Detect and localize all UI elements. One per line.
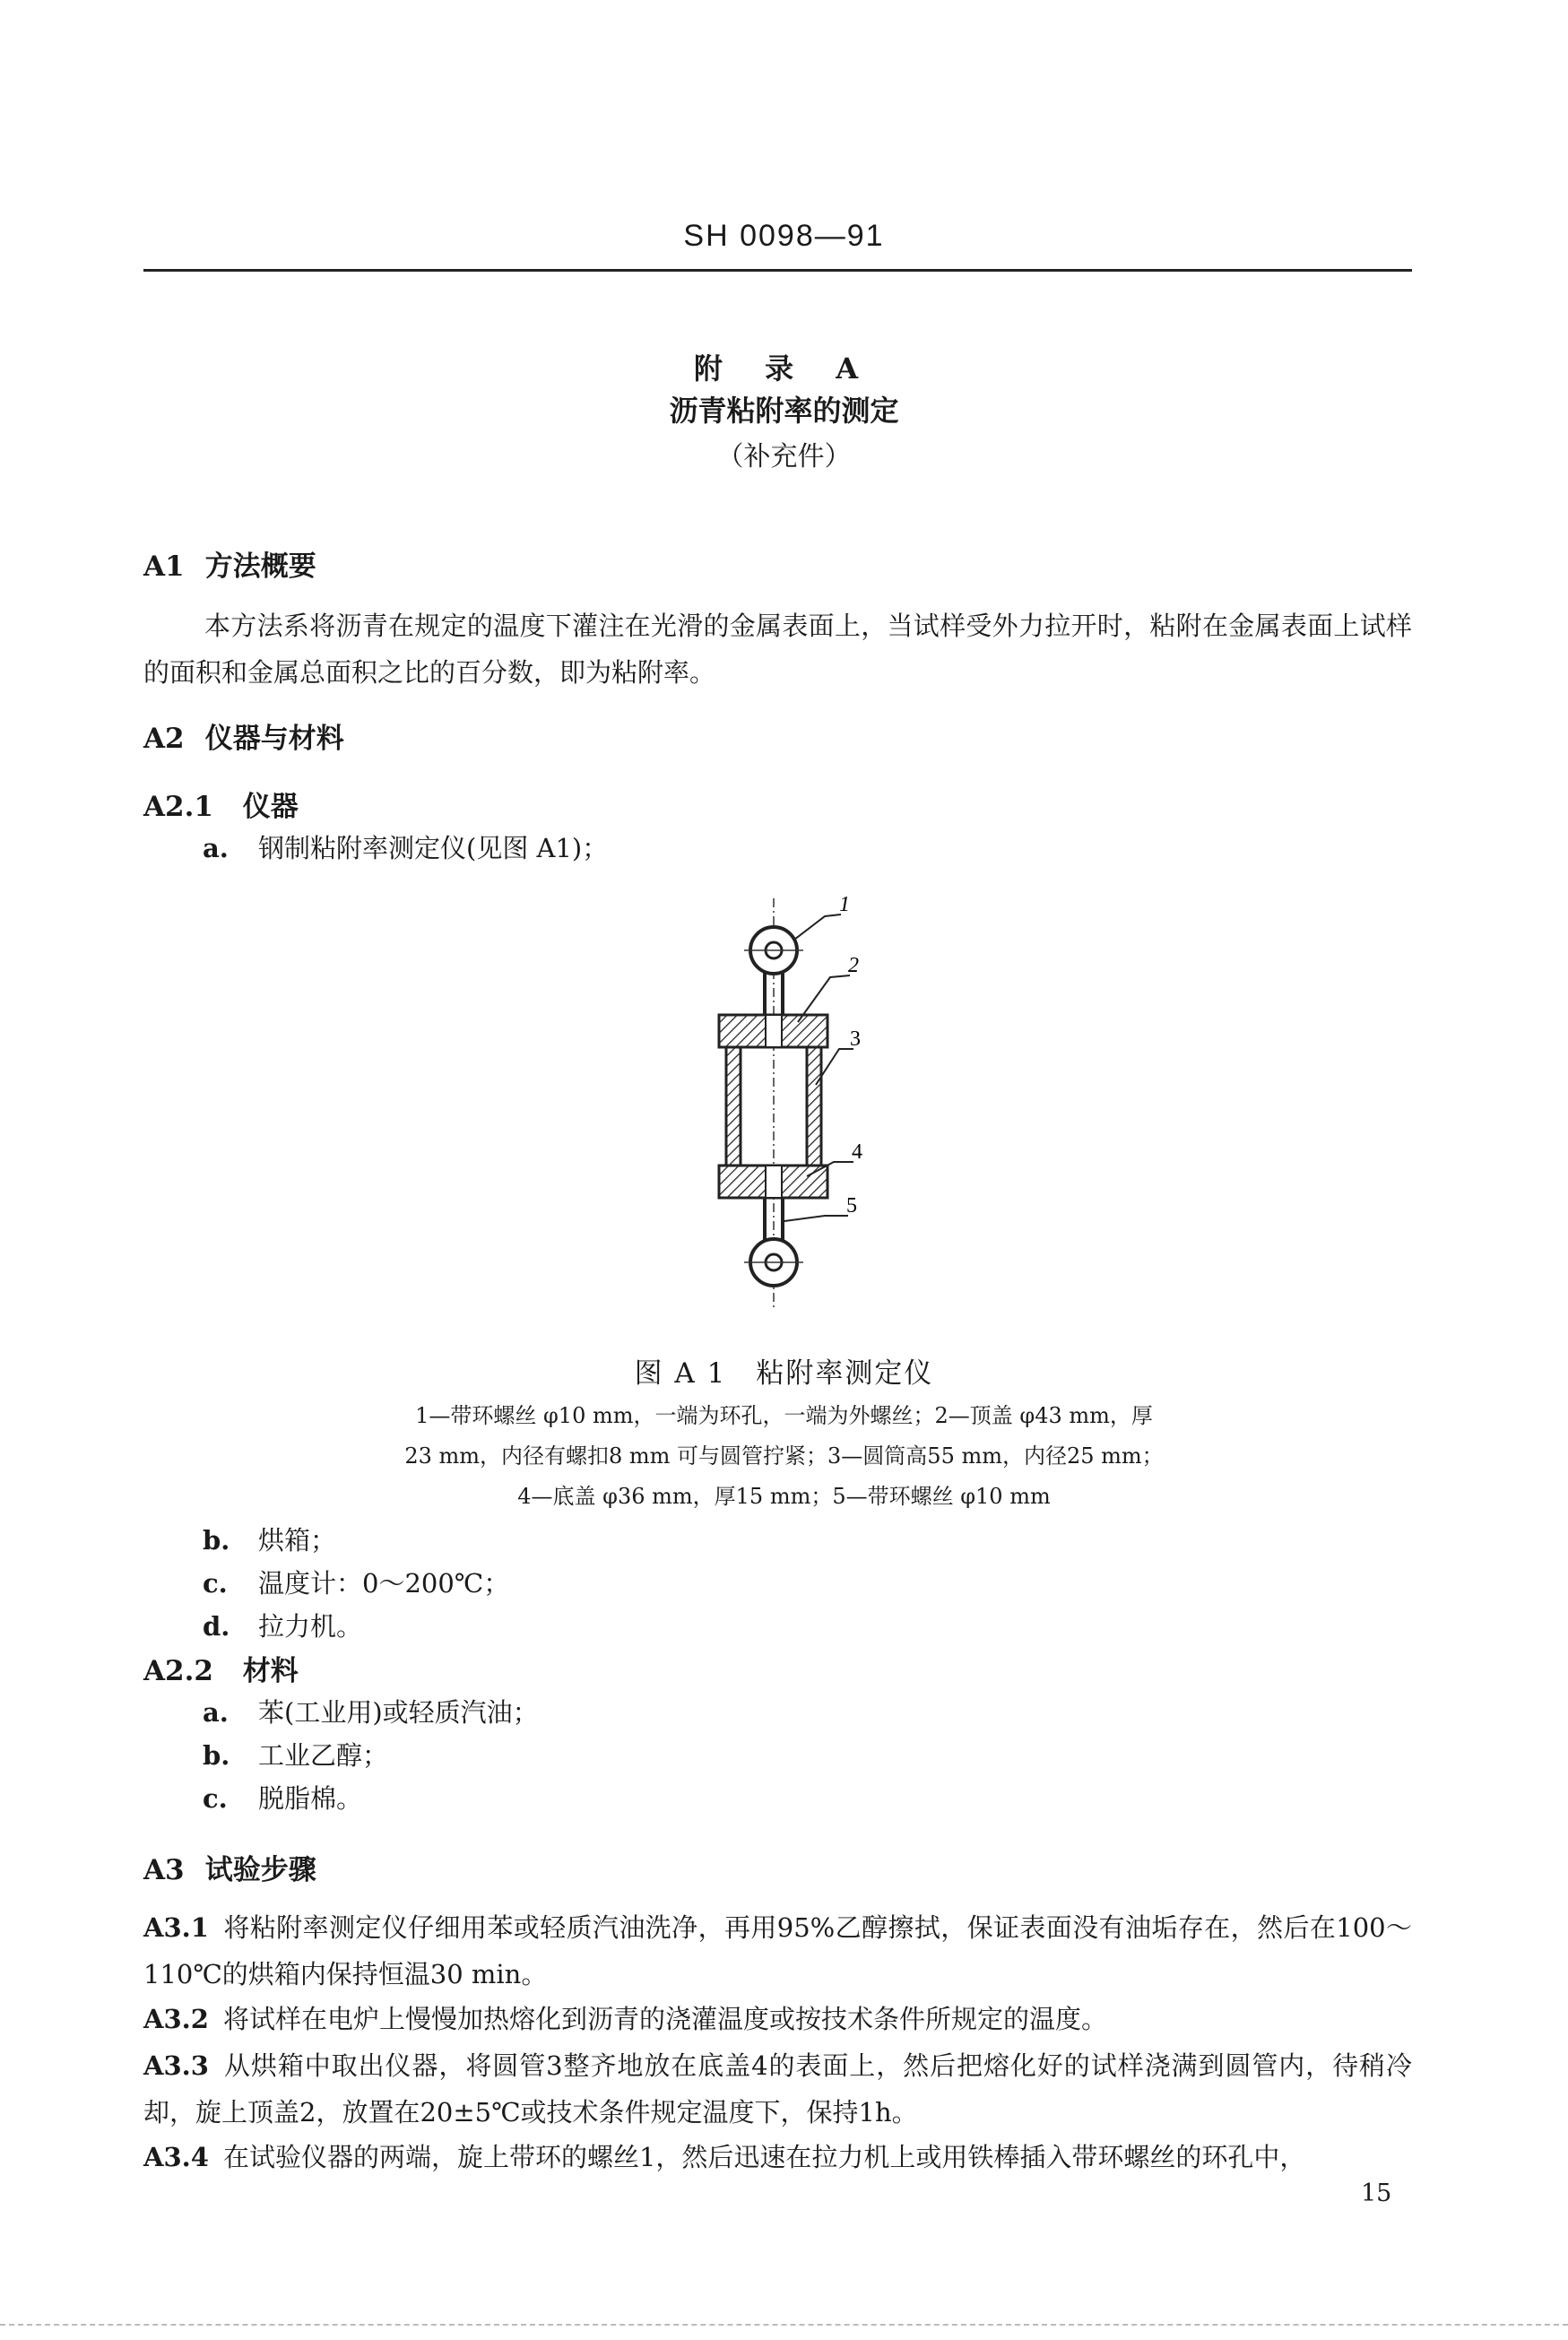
section-number: A3 (143, 1854, 185, 1886)
section-title: 方法概要 (204, 550, 316, 583)
scan-edge-divider (0, 2324, 1568, 2326)
callout-1: 1 (839, 893, 850, 916)
step-number: A3.2 (143, 2004, 209, 2034)
step-number: A3.4 (143, 2142, 209, 2172)
item-text: 脱脂棉。 (258, 1783, 363, 1814)
step-a31 (143, 1904, 1412, 1998)
step-a33 (143, 2042, 1412, 2136)
appendix-subtitle: 沥青粘附率的测定 (669, 394, 899, 428)
list-item (203, 1779, 362, 1816)
step-a32 (143, 1996, 1412, 2042)
list-item (203, 1693, 539, 1729)
figure-caption: 图 A 1 粘附率测定仪 (634, 1357, 934, 1390)
item-label: c. (203, 1783, 228, 1814)
item-text: 工业乙醇； (258, 1740, 389, 1771)
appendix-note: （补充件） (716, 441, 852, 472)
page-number: 15 (1361, 2180, 1392, 2207)
item-text: 温度计：0～200℃； (258, 1568, 510, 1599)
figure-note-line: 1—带环螺丝 φ10 mm，一端为环孔，一端为外螺丝；2—顶盖 φ43 mm，厚 (415, 1403, 1153, 1428)
section-number: A2 (143, 723, 185, 755)
section-title: 试验步骤 (204, 1854, 316, 1886)
callout-5: 5 (846, 1194, 857, 1218)
step-text: 将试样在电炉上慢慢加热熔化到沥青的浇灌温度或按技术条件所规定的温度。 (222, 2004, 1107, 2034)
list-item (203, 1607, 362, 1643)
section-number: A2.1 (143, 791, 213, 823)
item-text: 烘箱； (258, 1525, 337, 1556)
callout-4: 4 (852, 1140, 862, 1164)
section-title: 仪器与材料 (204, 723, 344, 755)
appendix-title: 附 录 A (693, 351, 875, 386)
section-a2-heading (143, 715, 344, 756)
figure-note-line: 4—底盖 φ36 mm，厚15 mm；5—带环螺丝 φ10 mm (517, 1484, 1051, 1509)
step-text: 将粘附率测定仪仔细用苯或轻质汽油洗净，再用95%乙醇擦拭，保证表面没有油垢存在，然后在100～110℃的烘箱内保持恒温30 min。 (143, 1912, 1412, 1989)
item-text: 拉力机。 (258, 1611, 363, 1642)
list-item (203, 1564, 509, 1600)
section-title: 仪器 (242, 791, 299, 823)
adhesion-tester-figure (681, 888, 897, 1318)
figure-note-line: 23 mm，内径有螺扣8 mm 可与圆管拧紧；3—圆筒高55 mm，内径25 mm； (404, 1443, 1164, 1469)
item-label: b. (203, 1525, 230, 1556)
header-rule (143, 269, 1412, 272)
item-label: c. (203, 1568, 228, 1599)
step-number: A3.3 (143, 2050, 209, 2081)
step-text: 在试验仪器的两端，旋上带环的螺丝1，然后迅速在拉力机上或用铁棒插入带环螺丝的环孔中， (222, 2142, 1306, 2172)
section-a1-text: 本方法系将沥青在规定的温度下灌注在光滑的金属表面上，当试样受外力拉开时，粘附在金属表面上试样的面积和金属总面积之比的百分数，即为粘附率。 (143, 611, 1412, 688)
list-item (203, 1736, 388, 1772)
item-label: a. (203, 833, 229, 863)
section-a22-heading (143, 1648, 299, 1688)
section-title: 材料 (242, 1655, 299, 1687)
section-a1-heading (143, 543, 316, 584)
item-label: a. (203, 1697, 229, 1728)
standard-code: SH 0098—91 (683, 219, 885, 253)
step-number: A3.1 (143, 1912, 209, 1943)
section-number: A2.2 (143, 1655, 213, 1687)
section-a3-heading (143, 1847, 316, 1887)
list-item (203, 1521, 336, 1557)
section-a21-heading (143, 784, 299, 824)
item-text: 苯(工业用)或轻质汽油； (258, 1697, 539, 1728)
item-label: d. (203, 1611, 230, 1642)
step-text: 从烘箱中取出仪器，将圆管3整齐地放在底盖4的表面上，然后把熔化好的试样浇满到圆管内，待稍冷却，旋上顶盖2，放置在20±5℃或技术条件规定温度下，保持1h。 (143, 2050, 1412, 2128)
item-label: b. (203, 1740, 230, 1771)
callout-3: 3 (850, 1027, 861, 1051)
list-item (203, 828, 608, 865)
section-number: A1 (143, 550, 185, 583)
callout-2: 2 (848, 954, 859, 977)
step-a34 (143, 2134, 1412, 2180)
item-text: 钢制粘附率测定仪(见图 A1)； (258, 833, 609, 863)
